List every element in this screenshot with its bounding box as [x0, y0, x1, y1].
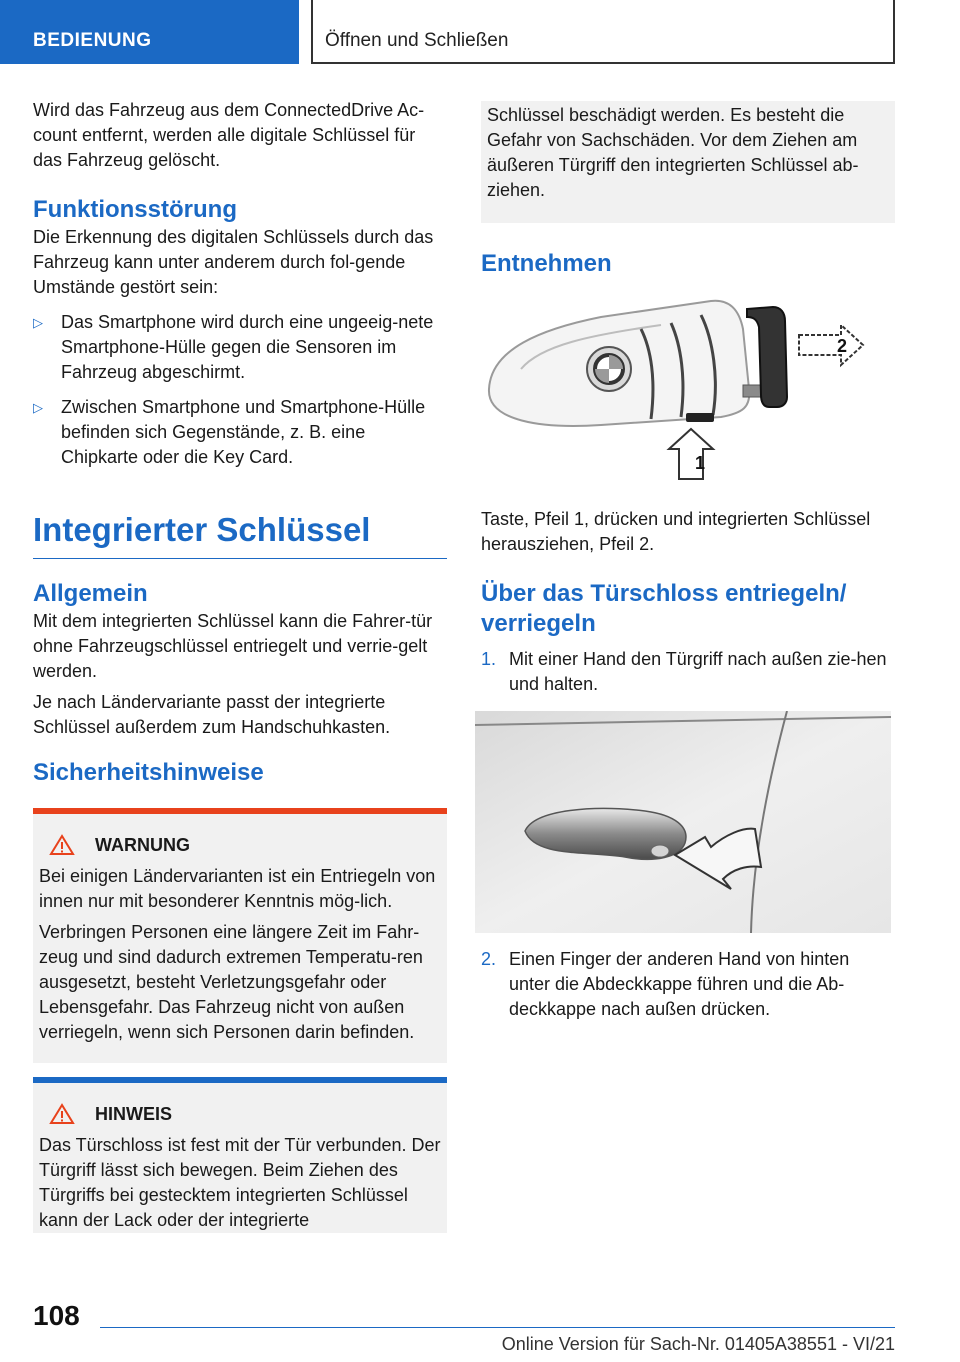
funktion-heading: Funktionsstörung [33, 196, 237, 223]
warning-title [49, 834, 441, 856]
left-column [33, 98, 447, 1233]
warning-label: WARNUNG [95, 834, 190, 855]
entnehmen-text: Taste, Pfeil 1, drücken und integrierten Schlüssel herausziehen, Pfeil 2. [481, 509, 871, 554]
warning-text-2: Verbringen Personen eine längere Zeit im Fahr-zeug und sind dadurch extremen Temperatu-ren ausgesetzt, besteht Verletzungsgefahr oder Lebensgefahr. Das Fahrzeug nicht von außen verriegeln, wenn sich Personen darin befinden. [39, 922, 423, 1042]
hinweis-title [49, 1103, 441, 1125]
chapter-title: Öffnen und Schließen [325, 30, 509, 51]
triangle-bullet-icon: ▷ [33, 400, 43, 415]
entnehmen-heading: Entnehmen [481, 250, 612, 277]
step-number: 2. [481, 949, 497, 969]
list-item [33, 310, 447, 385]
key-illustration [481, 289, 895, 489]
allgemein-text-2: Je nach Ländervariante passt der integrierte Schlüssel außerdem zum Handschuhkasten. [33, 692, 391, 737]
page-number: 108 [33, 1300, 80, 1331]
door-handle-image [475, 711, 891, 933]
section-tab [0, 0, 299, 64]
step-number: 1. [481, 649, 497, 669]
hinweis-text-continued: Schlüssel beschädigt werden. Es besteht die Gefahr von Sachschäden. Vor dem Ziehen am äußeren Türgriff den integrierten Schlüssel ab-ziehen. [487, 105, 859, 200]
hinweis-text: Das Türschloss ist fest mit der Tür verbunden. Der Türgriff lässt sich bewegen. Beim Ziehen des Türgriffs bei gestecktem integrierten Schlüssel kann der Lack oder der integrierte [39, 1135, 441, 1230]
tuerschloss-heading: Über das Türschloss entriegeln/ verriegeln [481, 580, 847, 637]
warning-icon [49, 834, 75, 856]
funktion-text: Die Erkennung des digitalen Schlüssels durch das Fahrzeug kann unter anderem durch fol-gende Umstände gestört sein: [33, 227, 434, 297]
step-text: Mit einer Hand den Türgriff nach außen zie-hen und halten. [509, 649, 887, 694]
hinweis-box-continued [481, 101, 895, 223]
allgemein-heading: Allgemein [33, 580, 148, 607]
sicherheit-heading: Sicherheitshinweise [33, 759, 264, 786]
warning-box [33, 814, 447, 1063]
footer-online-version: Online Version für Sach-Nr. 01405A38551 - VI/21 [501, 1334, 895, 1354]
hinweis-label: HINWEIS [95, 1103, 173, 1124]
triangle-bullet-icon: ▷ [33, 315, 43, 330]
main-heading: Integrierter Schlüssel [33, 511, 371, 548]
right-column [481, 101, 895, 1032]
list-item [33, 395, 447, 470]
step-item [481, 947, 895, 1022]
notice-icon [49, 1103, 75, 1125]
section-label: BEDIENUNG [33, 30, 152, 51]
warning-text-1: Bei einigen Ländervarianten ist ein Entriegeln von innen nur mit besonderer Kenntnis mög-lich. [39, 866, 436, 911]
list-item-text: Das Smartphone wird durch eine ungeeig-nete Smartphone-Hülle gegen die Sensoren im Fahrzeug abgeschirmt. [61, 312, 434, 382]
step-item [481, 647, 895, 697]
footer-rule [100, 1327, 895, 1328]
arrow-2-label: 2 [837, 336, 848, 356]
intro-text: Wird das Fahrzeug aus dem ConnectedDrive Ac-count entfernt, werden alle digitale Schlüssel für das Fahrzeug gelöscht. [33, 100, 425, 170]
heading-rule [33, 558, 447, 559]
allgemein-text-1: Mit dem integrierten Schlüssel kann die Fahrer-tür ohne Fahrzeugschlüssel entriegelt und verrie-gelt werden. [33, 611, 433, 681]
door-handle-illustration [475, 711, 891, 933]
step-text: Einen Finger der anderen Hand von hinten unter die Abdeckkappe führen und die Ab-deckkappe nach außen drücken. [509, 949, 850, 1019]
key-image [481, 289, 895, 489]
hinweis-box [33, 1083, 447, 1233]
chapter-header [311, 0, 895, 64]
list-item-text: Zwischen Smartphone und Smartphone-Hülle befinden sich Gegenstände, z. B. eine Chipkarte oder die Key Card. [61, 397, 426, 467]
arrow-1-label: 1 [695, 453, 706, 473]
